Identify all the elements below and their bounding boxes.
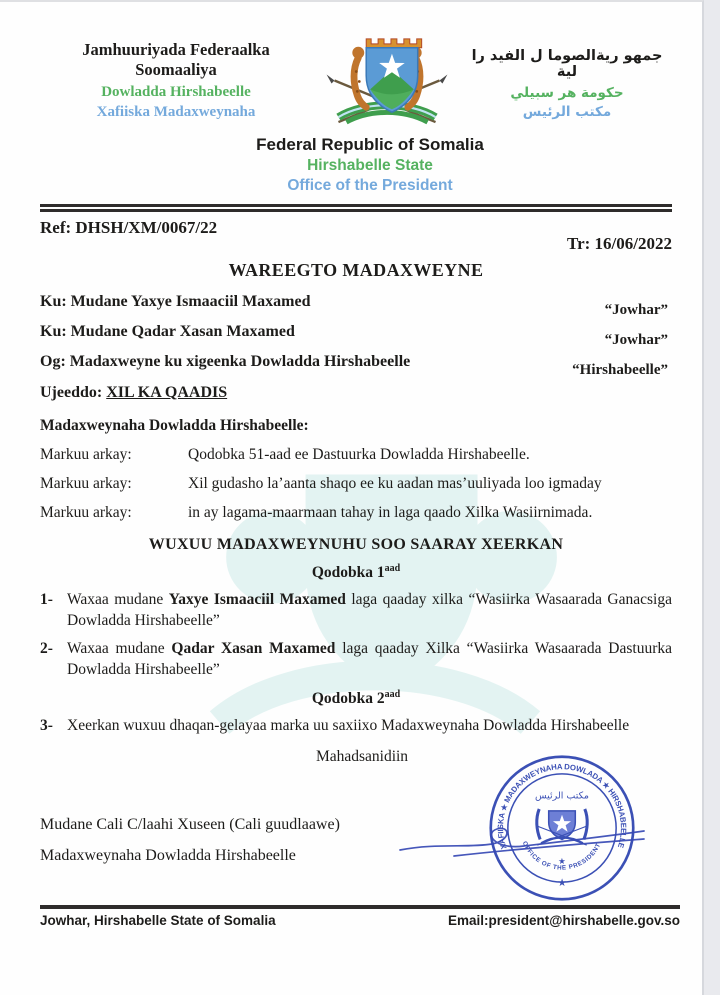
letterhead-arabic — [462, 26, 672, 120]
addressee-2-place: “Jowhar” — [604, 332, 668, 348]
state-name-arabic: حكومة هر سبيلي — [510, 85, 624, 101]
stamp-bottom-star: ★ — [557, 877, 567, 889]
signatory-title: Madaxweynaha Dowladda Hirshabeelle — [40, 847, 296, 865]
republic-name-english: Federal Republic of Somalia — [256, 135, 484, 154]
closing-thanks: Mahadsanidiin — [315, 748, 409, 766]
article-1-heading — [40, 563, 672, 582]
addressee-3: Og: Madaxweyne ku xigeenka Dowladda Hirshabeelle — [40, 353, 411, 370]
republic-name-arabic: جمهو ريةالصوما ل الفيد را لية — [471, 48, 663, 80]
item-1-pre: Waxaa mudane — [67, 591, 169, 609]
addressee-3-place: “Hirshabeelle” — [572, 362, 668, 378]
footer-email: Email:president@hirshabelle.gov.so — [448, 913, 680, 928]
salutation: Madaxweynaha Dowladda Hirshabeelle: — [40, 417, 309, 434]
consideration-row — [40, 446, 672, 464]
article-1-base: Qodobka 1 — [311, 564, 385, 582]
decree-item-1 — [40, 589, 672, 631]
consideration-3-label: Markuu arkay: — [40, 504, 132, 521]
footer — [40, 905, 680, 928]
item-3-number: 3- — [40, 717, 53, 735]
state-name-english: Hirshabelle State — [307, 157, 433, 174]
item-2-pre: Waxaa mudane — [67, 640, 172, 658]
decree-item-3 — [40, 715, 672, 736]
addressee-1: Ku: Mudane Yaxye Ismaaciil Maxamed — [40, 293, 311, 310]
article-2-sup: aad — [384, 689, 401, 701]
subject-line — [40, 384, 672, 402]
letterhead-english — [54, 135, 686, 195]
office-name-somali: Xafiiska Madaxweynaha — [96, 104, 256, 120]
stamp-arabic-text: مكتب الرئيس — [535, 790, 589, 802]
addressee-row — [40, 323, 672, 348]
stamp-inner-text: OFFICE OF THE PRESIDENT — [520, 840, 603, 872]
handwritten-signature — [396, 798, 648, 880]
reference-date: Tr: 16/06/2022 — [567, 234, 672, 253]
consideration-row — [40, 504, 672, 522]
addressee-row — [40, 293, 672, 318]
stamp-outer-text: XAFIISKA ★ MADAXWEYNAHA DOWLADA ★ HIRSHABEELLE — [496, 762, 628, 851]
item-2-post: laga qaaday Xilka “Wasiirka Wasaarada Dastuurka Dowladda Hirshabeelle” — [67, 640, 672, 679]
stamp-inner-star: ★ — [558, 856, 566, 867]
item-2-text — [67, 638, 672, 680]
item-1-name: Yaxye Ismaaciil Maxamed — [168, 591, 346, 609]
reference-row — [40, 218, 672, 254]
reference-number: Ref: DHSH/XM/0067/22 — [40, 218, 218, 237]
decree-item-2 — [40, 638, 672, 680]
item-1-post: laga qaaday xilka “Wasiirka Wasaarada Ganacsiga Dowladda Hirshabeelle” — [67, 591, 672, 630]
article-2-heading — [40, 689, 672, 708]
article-1-sup: aad — [384, 563, 401, 574]
letterhead-somali — [40, 26, 312, 121]
addressee-2: Ku: Mudane Qadar Xasan Maxamed — [40, 323, 295, 340]
consideration-2-label: Markuu arkay: — [40, 475, 132, 492]
signatory-name: Mudane Cali C/laahi Xuseen (Cali guudlaawe) — [40, 816, 340, 834]
subject-value: XIL KA QAADIS — [106, 384, 228, 401]
item-2-name: Qadar Xasan Maxamed — [171, 640, 336, 658]
footer-location: Jowhar, Hirshabelle State of Somalia — [40, 913, 276, 928]
consideration-2-text: Xil gudasho la’aanta shaqo ee ku aadan mas’uuliyada loo igmaday — [188, 475, 602, 492]
item-3-text: Xeerkan wuxuu dhaqan-gelayaa marka uu saxiixo Madaxweynaha Dowladda Hirshabeelle — [67, 717, 630, 735]
office-name-arabic: مكتب الرئيس — [522, 104, 612, 120]
item-1-text — [67, 589, 672, 631]
consideration-3-text: in ay lagama-maarmaan tahay in laga qaado Xilka Wasiirnimada. — [188, 504, 593, 521]
header-divider — [40, 204, 672, 212]
republic-name-somali: Jamhuuriyada Federaalka Soomaaliya — [82, 40, 270, 79]
item-1-number: 1- — [40, 591, 53, 609]
office-name-english: Office of the President — [287, 177, 453, 194]
consideration-1-text: Qodobka 51-aad ee Dastuurka Dowladda Hirshabeelle. — [188, 446, 530, 463]
state-name-somali: Dowladda Hirshabeelle — [101, 84, 251, 100]
coat-of-arms — [312, 26, 462, 135]
addressee-row — [40, 353, 672, 378]
coat-of-arms-icon — [319, 26, 455, 130]
item-2-number: 2- — [40, 640, 53, 658]
addressee-1-place: “Jowhar” — [604, 302, 668, 318]
document-title: WAREEGTO MADAXWEYNE — [228, 260, 484, 280]
consideration-1-label: Markuu arkay: — [40, 446, 132, 463]
consideration-row — [40, 475, 672, 493]
letterhead — [40, 26, 672, 135]
subject-label: Ujeeddo: — [40, 384, 107, 401]
footer-divider — [40, 905, 680, 909]
decree-heading: WUXUU MADAXWEYNUHU SOO SAARAY XEERKAN — [148, 536, 564, 553]
article-2-base: Qodobka 2 — [311, 690, 385, 708]
